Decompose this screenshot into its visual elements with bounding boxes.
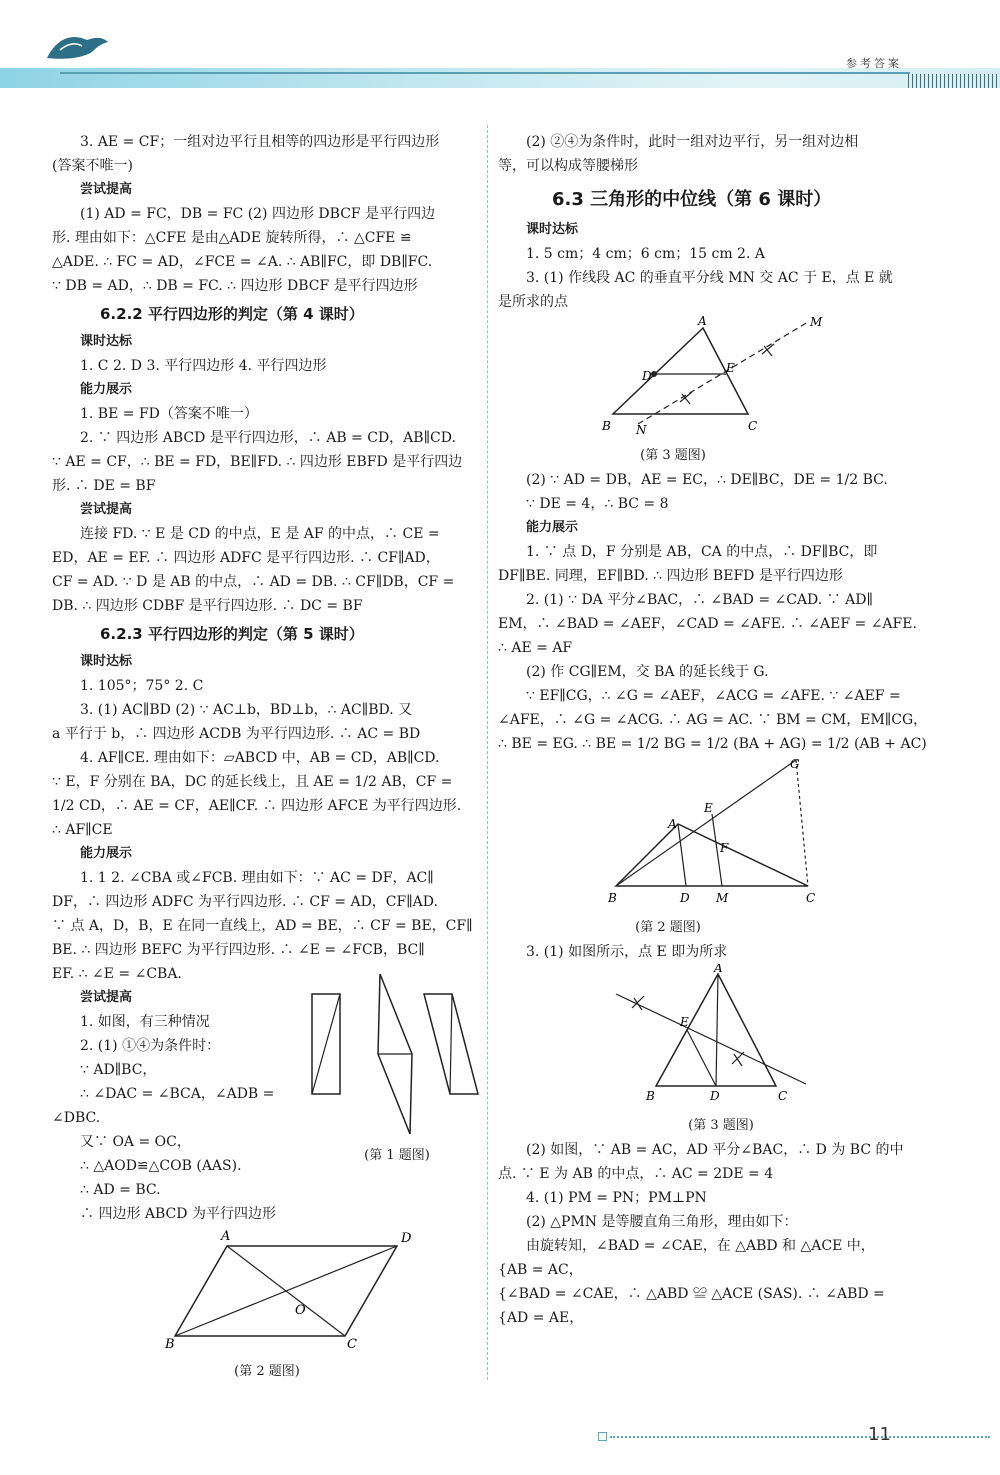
point-label: M (716, 891, 729, 905)
figure-caption: (第 3 题图) (640, 448, 706, 463)
lesson-title: 6.2.3 平行四边形的判定（第 5 课时） (100, 625, 364, 643)
text-line: 4. AF∥CE. 理由如下：▱ABCD 中，AB = CD，AB∥CD. (80, 750, 440, 766)
text-line: 连接 FD. ∵ E 是 CD 的中点，E 是 AF 的中点，∴ CE = (80, 526, 440, 542)
text-line: 1. 5 cm；4 cm；6 cm；15 cm 2. A (526, 246, 765, 262)
triangle-perpendicular-bisector-diagram (598, 314, 828, 434)
section-heading: 尝试提高 (80, 502, 133, 517)
page-number: 11 (868, 1424, 891, 1445)
section-heading: 尝试提高 (80, 182, 133, 197)
point-label: E (726, 361, 735, 375)
text-line: (2) 作 CG∥EM，交 BA 的延长线于 G. (526, 664, 769, 680)
text-line: ∵ AD∥BC， (80, 1062, 157, 1078)
text-line: ED，AE = EF. ∴ 四边形 ADFC 是平行四边形. ∴ CF∥AD， (52, 550, 440, 566)
point-label: D (710, 1089, 720, 1103)
page-footer (598, 1432, 1000, 1442)
point-label: A (698, 314, 707, 328)
lesson-title: 6.3 三角形的中位线（第 6 课时） (552, 189, 832, 210)
figure-caption: (第 1 题图) (364, 1148, 430, 1163)
text-line: (2) ②④为条件时，此时一组对边平行，另一组对边相 (526, 134, 859, 150)
figure-4 (608, 756, 838, 940)
text-line: 2. (1) ①④为条件时： (80, 1038, 221, 1054)
point-label: O (295, 1303, 306, 1318)
text-line: 由旋转知，∠BAD = ∠CAE，在 △ABD 和 △ACE 中， (526, 1238, 875, 1254)
point-label: D (680, 891, 690, 905)
parallelogram-cases-diagram (302, 974, 492, 1134)
header-band (0, 68, 1000, 88)
point-label: C (347, 1337, 357, 1350)
figure-caption: (第 2 题图) (635, 920, 701, 935)
text-line: 2. (1) ∵ DA 平分∠BAC，∴ ∠BAD = ∠CAD. ∵ AD∥ (526, 592, 873, 608)
figure-caption: (第 3 题图) (688, 1118, 754, 1133)
section-heading: 课时达标 (80, 334, 133, 349)
text-line: ∴ AD = BC. (80, 1182, 161, 1198)
text-line: (1) AD = FC，DB = FC (2) 四边形 DBCF 是平行四边 (80, 206, 436, 222)
point-label: C (806, 891, 816, 905)
text-line: {AD = AE， (498, 1310, 584, 1326)
text-line: 等，可以构成等腰梯形 (498, 158, 638, 174)
try-harder-block (52, 986, 484, 1202)
point-label: D (401, 1231, 412, 1246)
point-label: C (748, 419, 758, 433)
text-line: ∴ 四边形 ABCD 为平行四边形 (80, 1206, 276, 1222)
point-label: C (778, 1089, 788, 1103)
text-line: ∵ DB = AD，∴ DB = FC. ∴ 四边形 DBCF 是平行四边形 (52, 278, 418, 294)
point-label: B (608, 891, 617, 905)
text-line: 1. 1 2. ∠CBA 或∠FCB. 理由如下：∵ AC = DF，AC∥ (80, 870, 434, 886)
text-line: 形. 理由如下：△CFE 是由△ADE 旋转所得，∴ △CFE ≌ (52, 230, 412, 246)
text-line: ∠AFE，∴ ∠G = ∠ACG. ∴ AG = AC. ∵ BM = CM，EM∥CG， (498, 712, 928, 728)
text-line: 1. 105°；75° 2. C (80, 678, 204, 694)
point-label: M (810, 315, 823, 329)
text-line: ∴ BE = EG. ∴ BE = 1/2 BG = 1/2 (BA + AG) = 1/2 (AB + AC) (498, 736, 927, 752)
section-heading: 课时达标 (526, 222, 579, 237)
section-heading: 能力展示 (80, 382, 133, 397)
text-line: 2. ∵ 四边形 ABCD 是平行四边形，∴ AB = CD，AB∥CD. (80, 430, 456, 446)
text-line: 又∵ OA = OC， (80, 1134, 191, 1150)
text-line: ∵ E，F 分别在 BA，DC 的延长线上，且 AE = 1/2 AB，CF = (52, 774, 453, 790)
text-line: 3. (1) 作线段 AC 的垂直平分线 MN 交 AC 于 E，点 E 就 (526, 270, 893, 286)
parallelogram-abcd-diagram (147, 1226, 477, 1350)
text-line: 1. C 2. D 3. 平行四边形 4. 平行四边形 (80, 358, 327, 374)
text-line: (答案不唯一) (52, 158, 133, 174)
figure-3 (598, 314, 828, 468)
text-line: (2) △PMN 是等腰直角三角形，理由如下： (526, 1214, 798, 1230)
text-line: ∵ EF∥CG，∴ ∠G = ∠AEF，∠ACG = ∠AFE. ∵ ∠AEF = (526, 688, 901, 704)
point-label: B (165, 1337, 175, 1350)
text-line: EM，∴ ∠BAD = ∠AEF，∠CAD = ∠AFE. ∴ ∠AEF = ∠AFE. (498, 616, 917, 632)
section-heading: 尝试提高 (80, 990, 133, 1005)
point-label: N (636, 423, 647, 434)
section-heading: 课时达标 (80, 654, 133, 669)
text-line: (2) 如图，∵ AB = AC，AD 平分∠BAC，∴ D 为 BC 的中 (526, 1142, 904, 1158)
text-line: 1. BE = FD（答案不唯一） (80, 406, 258, 422)
figure-1 (302, 974, 492, 1168)
point-label: E (680, 1015, 689, 1029)
text-line: 3. (1) AC∥BD (2) ∵ AC⊥b，BD⊥b，∴ AC∥BD. 又 (80, 702, 413, 718)
triangle-angle-bisector-diagram (608, 756, 838, 906)
text-line: 是所求的点 (498, 294, 568, 310)
text-line: ∵ AE = CF，∴ BE = FD，BE∥FD. ∴ 四边形 EBFD 是平行四边 (52, 454, 463, 470)
point-label: B (646, 1089, 655, 1103)
point-label: A (668, 817, 677, 831)
text-line: DF∥BE. 同理，EF∥BD. ∴ 四边形 BEFD 是平行四边形 (498, 568, 843, 584)
text-line: 3. AE = CF；一组对边平行且相等的四边形是平行四边形 (80, 134, 440, 150)
text-line: 4. (1) PM = PN；PM⊥PN (526, 1190, 707, 1206)
text-line: 形. ∴ DE = BF (52, 478, 156, 494)
text-line: CF = AD. ∵ D 是 AB 的中点，∴ AD = DB. ∴ CF∥DB，CF = (52, 574, 455, 590)
text-line: DF，∴ 四边形 ADFC 为平行四边形. ∴ CF = AD，CF∥AD. (52, 894, 438, 910)
footer-dotted-rule (610, 1436, 990, 1438)
text-line: ∵ DE = 4，∴ BC = 8 (526, 496, 669, 512)
text-line: 点. ∵ E 为 AB 的中点，∴ AC = 2DE = 4 (498, 1166, 774, 1182)
point-label: A (221, 1229, 231, 1244)
point-label: D (642, 369, 652, 383)
figure-5 (606, 964, 836, 1138)
text-line: ∵ 点 A，D，B，E 在同一直线上，AD = BE，∴ CF = BE，CF∥ (52, 918, 473, 934)
text-line: ∴ AF∥CE (52, 822, 113, 838)
text-line: 1. ∵ 点 D，F 分别是 AB，CA 的中点，∴ DF∥BC，即 (526, 544, 878, 560)
point-label: A (714, 964, 723, 975)
text-line: ∴ AE = AF (498, 640, 573, 656)
text-line: BE. ∴ 四边形 BEFC 为平行四边形. ∴ ∠E = ∠FCB，BC∥ (52, 942, 425, 958)
text-line: {AB = AC， (498, 1262, 583, 1278)
text-line: (2) ∵ AD = DB，AE = EC，∴ DE∥BC，DE = 1/2 BC. (526, 472, 888, 488)
text-line: 1. 如图，有三种情况 (80, 1014, 210, 1030)
text-line: ∠DBC. (52, 1110, 101, 1126)
point-label: E (704, 801, 713, 815)
isosceles-triangle-diagram (606, 964, 836, 1104)
figure-2 (147, 1226, 477, 1384)
text-line: △ADE. ∴ FC = AD，∠FCE = ∠A. ∴ AB∥FC，即 DB∥FC. (52, 254, 433, 270)
header-rule (60, 72, 910, 74)
text-line: DB. ∴ 四边形 CDBF 是平行四边形. ∴ DC = BF (52, 598, 363, 614)
text-line: ∴ △AOD≌△COB (AAS). (80, 1158, 242, 1174)
point-label: F (720, 841, 729, 855)
figure-caption: (第 2 题图) (234, 1364, 300, 1379)
point-label: B (602, 419, 611, 433)
section-heading: 能力展示 (80, 846, 133, 861)
right-column (498, 130, 928, 1330)
text-line: {∠BAD = ∠CAE，∴ △ABD ≌ △ACE (SAS). ∴ ∠ABD = (498, 1286, 885, 1302)
text-line: ∴ ∠DAC = ∠BCA，∠ADB = (80, 1086, 275, 1102)
left-column (52, 130, 484, 1384)
text-line: a 平行于 b，∴ 四边形 ACDB 为平行四边形. ∴ AC = BD (52, 726, 421, 742)
text-line: 3. (1) 如图所示，点 E 即为所求 (526, 944, 728, 960)
point-label: G (790, 757, 800, 771)
footer-square-icon (598, 1432, 607, 1441)
text-line: EF. ∴ ∠E = ∠CBA. (52, 966, 182, 982)
section-heading: 能力展示 (526, 520, 579, 535)
header-label: 参考答案 (846, 57, 902, 70)
lesson-title: 6.2.2 平行四边形的判定（第 4 课时） (100, 305, 364, 323)
column-divider (487, 125, 488, 1380)
bird-logo-icon (42, 28, 112, 68)
text-line: 1/2 CD，∴ AE = CF，AE∥CF. ∴ 四边形 AFCE 为平行四边形. (52, 798, 462, 814)
page-header (0, 0, 1000, 90)
header-ticks (908, 74, 1000, 88)
